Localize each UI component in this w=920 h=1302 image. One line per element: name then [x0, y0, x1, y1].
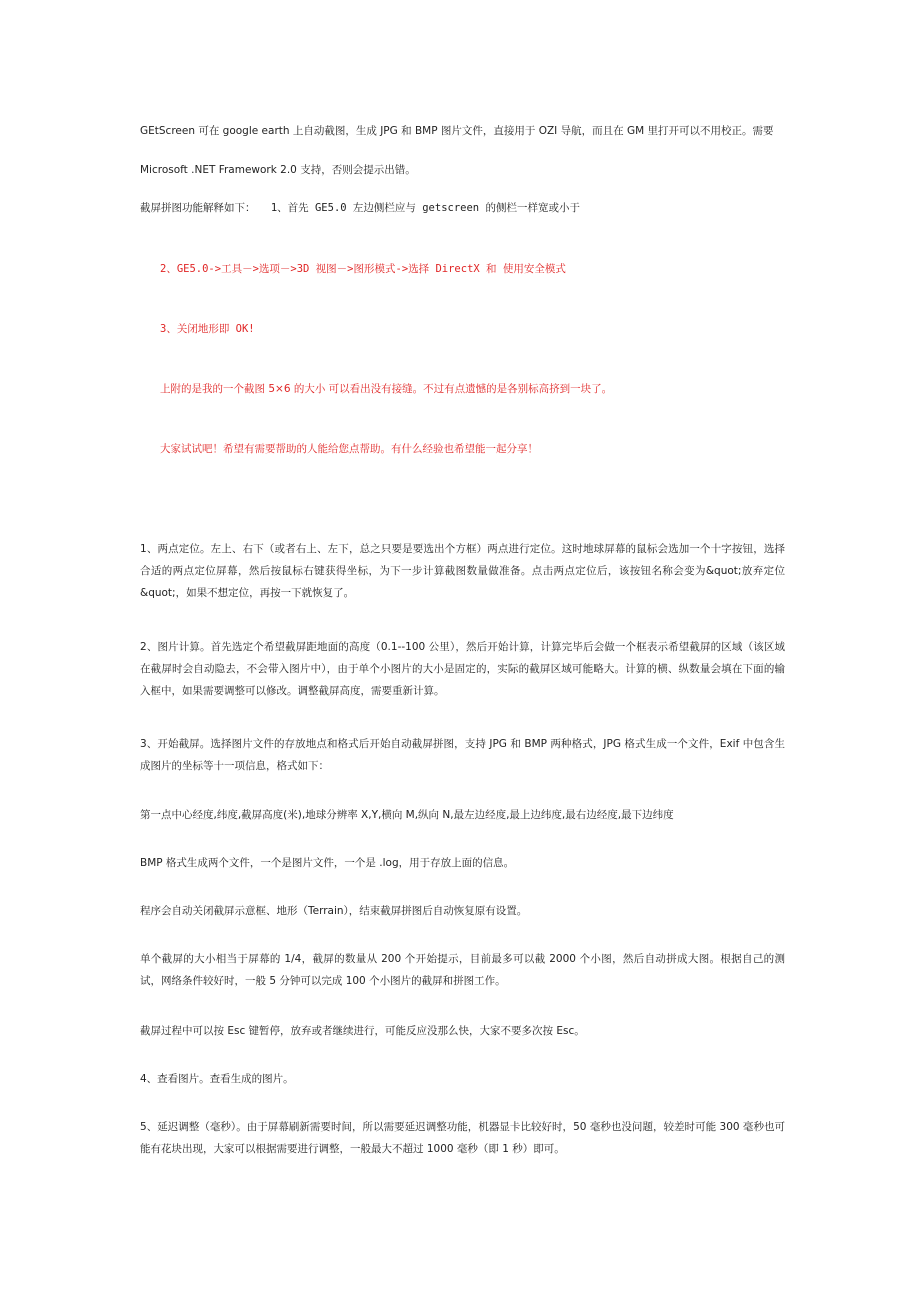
- paragraph-bmp-format: BMP 格式生成两个文件，一个是图片文件，一个是 .log，用于存放上面的信息。: [140, 857, 515, 869]
- step-1-text: 1、首先 GE5.0 左边侧栏应与 getscreen 的侧栏一样宽或小于: [270, 202, 580, 214]
- step-2-text: 2、GE5.0->工具－>选项－>3D 视图－>图形模式->选择 DirectX 和 使用安全模式: [160, 263, 566, 275]
- feature-label: 截屏拼图功能解释如下：: [140, 202, 256, 214]
- screenshot-note: 上附的是我的一个截图 5×6 的大小 可以看出没有接缝。不过有点遗憾的是各别标高挤到一块了。: [160, 383, 613, 395]
- paragraph-two-point-positioning: 1、两点定位。左上、右下（或者右上、左下，总之只要是要选出个方框）两点进行定位。这时地球屏幕的鼠标会选加一个十字按钮，选择合适的两点定位屏幕，然后按鼠标右键获得坐标，为下一步计算截图数量做准备。点击两点定位后，该按钮名称会变为&quot;放弃定位&quot;，如果不想定位，再按一下就恢复了。: [140, 543, 785, 599]
- share-note: 大家试试吧！希望有需要帮助的人能给您点帮助。有什么经验也希望能一起分享！: [160, 443, 538, 455]
- paragraph-exif-format: 第一点中心经度,纬度,截屏高度(米),地球分辨率 X,Y,横向 M,纵向 N,最左边经度,最上边纬度,最右边经度,最下边纬度: [140, 809, 674, 821]
- paragraph-auto-close: 程序会自动关闭截屏示意框、地形（Terrain），结束截屏拼图后自动恢复原有设置。: [140, 905, 528, 917]
- intro-line-1: GEtScreen 可在 google earth 上自动截图，生成 JPG 和 BMP 图片文件，直接用于 OZI 导航，而且在 GM 里打开可以不用校正。需要: [140, 125, 774, 137]
- paragraph-start-capture: 3、开始截屏。选择图片文件的存放地点和格式后开始自动截屏拼图，支持 JPG 和 BMP 两种格式，JPG 格式生成一个文件，Exif 中包含生成图片的坐标等十一项信息，格式如下：: [140, 738, 785, 772]
- paragraph-image-calculation: 2、图片计算。首先选定个希望截屏距地面的高度（0.1--100 公里），然后开始计算，计算完毕后会做一个框表示希望截屏的区域（该区域在截屏时会自动隐去，不会带入图片中），由于单个小图片的大小是固定的，实际的截屏区域可能略大。计算的横、纵数量会填在下面的输入框中，如果需要调整可以修改。调整截屏高度，需要重新计算。: [140, 641, 785, 697]
- paragraph-view-image: 4、查看图片。查看生成的图片。: [140, 1073, 294, 1085]
- step-3-text: 3、关闭地形即 OK!: [160, 323, 255, 335]
- paragraph-capture-size: 单个截屏的大小相当于屏幕的 1/4，截屏的数量从 200 个开始提示，目前最多可以截 2000 个小图，然后自动拼成大图。根据自己的测试，网络条件较好时，一般 5 分钟可以完成 100 个小图片的截屏和拼图工作。: [140, 953, 785, 987]
- intro-line-2: Microsoft .NET Framework 2.0 支持，否则会提示出错。: [140, 164, 416, 176]
- paragraph-delay-adjust: 5、延迟调整（毫秒）。由于屏幕刷新需要时间，所以需要延迟调整功能，机器显卡比较好时，50 毫秒也没问题，较差时可能 300 毫秒也可能有花块出现，大家可以根据需要进行调整，一般最大不超过 1000 毫秒（即 1 秒）即可。: [140, 1121, 785, 1155]
- paragraph-esc-pause: 截屏过程中可以按 Esc 键暂停，放弃或者继续进行，可能反应没那么快，大家不要多次按 Esc。: [140, 1025, 585, 1037]
- intro-line-3: [140, 201, 800, 215]
